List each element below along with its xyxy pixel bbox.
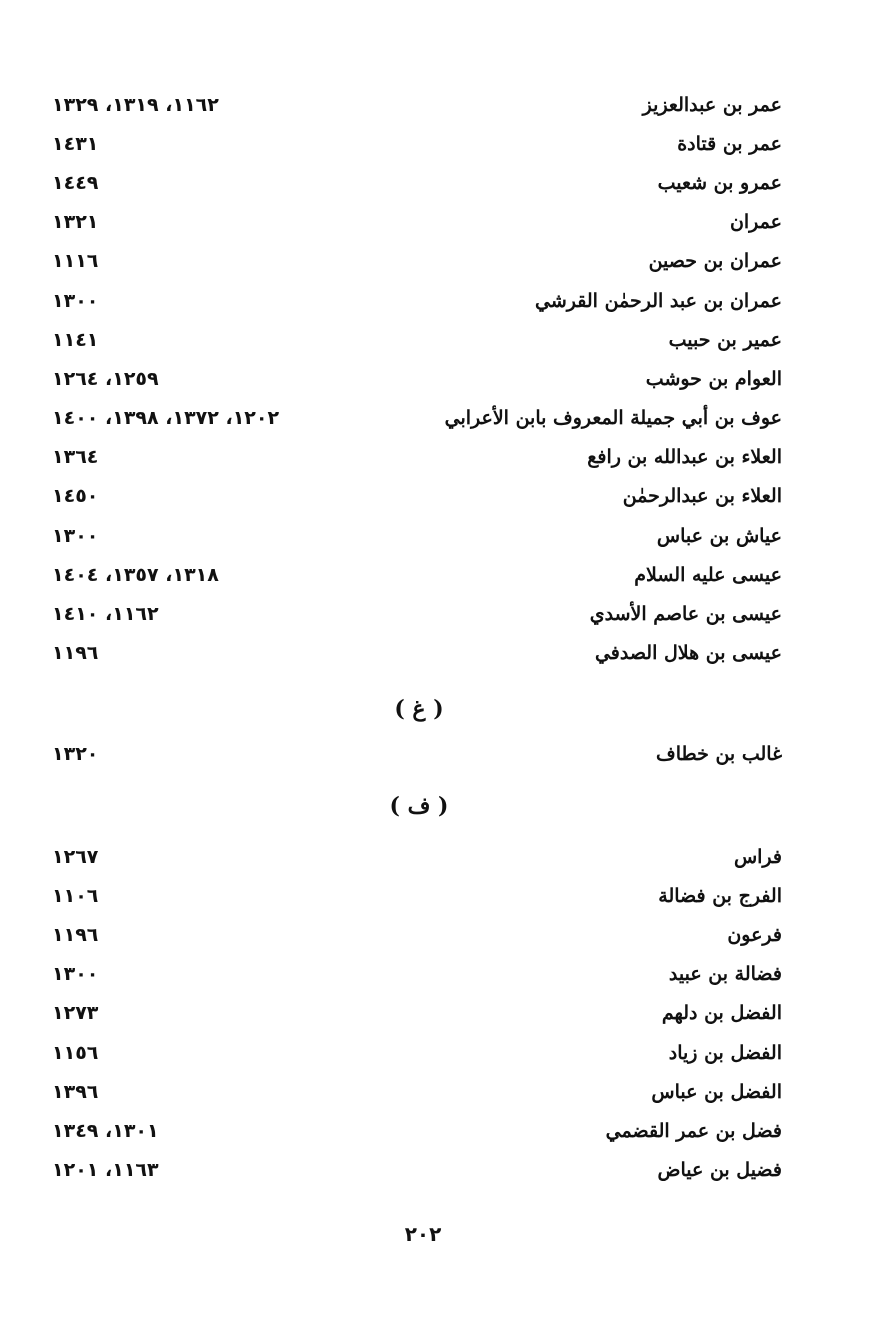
entry-name: الفرج بن فضالة: [658, 884, 782, 907]
entry-name: فرعون: [727, 923, 782, 946]
index-entry: [52, 734, 782, 773]
entry-pages: ١١٦٢، ١٣١٩، ١٣٢٩: [52, 93, 219, 116]
entry-name: عيسى عليه السلام: [634, 563, 782, 586]
index-entry: [52, 555, 782, 594]
index-entry: [52, 124, 782, 163]
entry-pages: ١٤٤٩: [52, 171, 99, 194]
entry-name: غالب بن خطاف: [656, 742, 782, 765]
index-entry: [52, 477, 782, 516]
entry-name: العلاء بن عبدالرحمٰن: [622, 485, 782, 508]
index-entry: [52, 837, 782, 876]
page-number: ٢٠٢: [404, 1222, 442, 1246]
index-entry: [52, 399, 782, 438]
entry-name: فراس: [733, 845, 782, 868]
entry-pages: ١٤٥٠: [52, 485, 99, 508]
section-fa: [52, 837, 782, 1190]
entry-name: فضل بن عمر القضمي: [605, 1119, 782, 1142]
entry-pages: ١٣٢١: [52, 211, 99, 234]
entry-pages: ١٣٦٤: [52, 446, 99, 469]
index-entry: [52, 915, 782, 954]
entry-name: عوف بن أبي جميلة المعروف بابن الأعرابي: [444, 407, 782, 430]
index-entry: [52, 1111, 782, 1150]
entry-pages: ١٣٢٠: [52, 742, 99, 765]
entry-pages: ١١١٦: [52, 250, 99, 273]
entry-pages: ١٣٠٠: [52, 289, 99, 312]
index-entry: [52, 438, 782, 477]
letter-heading-fa: ( ف ): [389, 793, 449, 819]
index-entry: [52, 281, 782, 320]
entry-pages: ١١٩٦: [52, 923, 99, 946]
entry-pages: ١٢٥٩، ١٢٦٤: [52, 367, 159, 390]
index-entry: [52, 242, 782, 281]
index-entry: [52, 594, 782, 633]
entry-pages: ١١٦٢، ١٤١٠: [52, 603, 159, 626]
entry-pages: ١٣٩٦: [52, 1080, 99, 1103]
index-entry: [52, 320, 782, 359]
entry-pages: ١٢٧٣: [52, 1002, 99, 1025]
entry-pages: ١٢٠٢، ١٣٧٢، ١٣٩٨، ١٤٠٠: [52, 407, 280, 430]
index-entry: [52, 955, 782, 994]
entry-name: الفضل بن زياد: [668, 1041, 782, 1064]
entry-name: عمر بن عبدالعزيز: [642, 93, 782, 116]
entry-pages: ١١٤١: [52, 328, 99, 351]
entry-name: العلاء بن عبدالله بن رافع: [587, 446, 782, 469]
index-entry: [52, 994, 782, 1033]
entry-name: عيسى بن هلال الصدفي: [594, 642, 782, 665]
entry-pages: ١٣١٨، ١٣٥٧، ١٤٠٤: [52, 563, 219, 586]
entry-pages: ١٢٦٧: [52, 845, 99, 868]
entry-pages: ١١٦٣، ١٢٠١: [52, 1159, 159, 1182]
entry-name: العوام بن حوشب: [645, 367, 782, 390]
entry-pages: ١٣٠٠: [52, 963, 99, 986]
index-entry: [52, 1033, 782, 1072]
index-entry: [52, 1072, 782, 1111]
entry-name: عمر بن قتادة: [677, 132, 782, 155]
letter-heading-ghain: ( غ ): [394, 696, 444, 722]
index-entry: [52, 359, 782, 398]
entry-pages: ١٤٣١: [52, 132, 99, 155]
section-ghain: [52, 734, 782, 773]
index-entry: [52, 876, 782, 915]
entry-name: عياش بن عباس: [656, 524, 782, 547]
entry-name: عيسى بن عاصم الأسدي: [589, 603, 782, 626]
entry-name: عمرو بن شعيب: [657, 171, 782, 194]
entry-name: عمران بن حصين: [648, 250, 782, 273]
entry-name: عمران: [729, 211, 782, 234]
entry-name: الفضل بن دلهم: [661, 1002, 782, 1025]
entry-pages: ١١٥٦: [52, 1041, 99, 1064]
index-entry: [52, 634, 782, 673]
section-ain: [52, 85, 782, 673]
entry-pages: ١٣٠١، ١٣٤٩: [52, 1119, 159, 1142]
entry-name: عمير بن حبيب: [668, 328, 782, 351]
entry-pages: ١١٠٦: [52, 884, 99, 907]
index-entry: [52, 1151, 782, 1190]
entry-name: عمران بن عبد الرحمٰن القرشي: [535, 289, 782, 312]
entry-name: الفضل بن عباس: [651, 1080, 782, 1103]
entry-pages: ١٣٠٠: [52, 524, 99, 547]
index-entry: [52, 163, 782, 202]
entry-name: فضالة بن عبيد: [668, 963, 782, 986]
index-entry: [52, 516, 782, 555]
entry-name: فضيل بن عياض: [657, 1159, 782, 1182]
index-entry: [52, 85, 782, 124]
index-entry: [52, 203, 782, 242]
entry-pages: ١١٩٦: [52, 642, 99, 665]
